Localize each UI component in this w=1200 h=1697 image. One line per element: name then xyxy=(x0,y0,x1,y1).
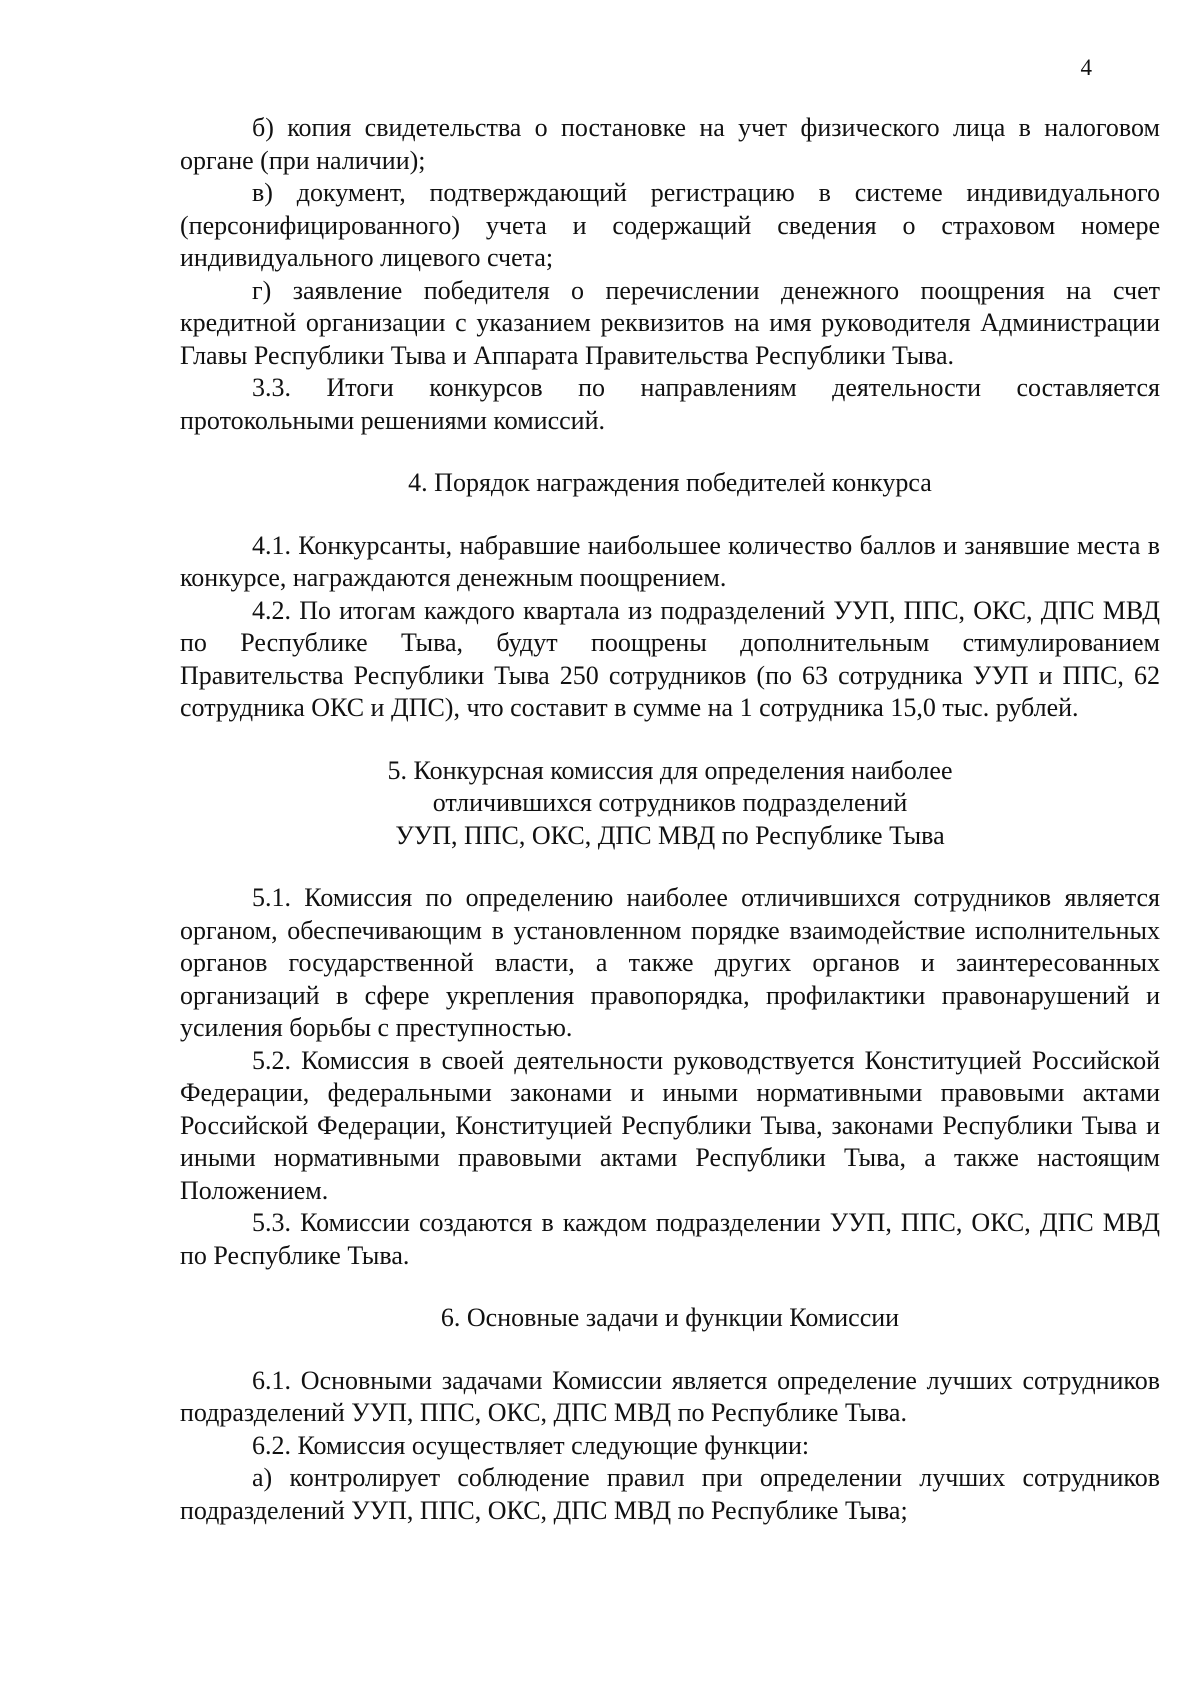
section-heading-5 xyxy=(180,755,1160,853)
section-heading-5-line-3: УУП, ППС, ОКС, ДПС МВД по Республике Тыва xyxy=(395,820,945,850)
paragraph-4-1: 4.1. Конкурсанты, набравшие наибольшее количество баллов и занявшие места в конкурсе, награждаются денежным поощрением. xyxy=(180,530,1160,592)
section-heading-5-line-1: 5. Конкурсная комиссия для определения наиболее xyxy=(387,755,953,785)
paragraph-5-1: 5.1. Комиссия по определению наиболее отличившихся сотрудников является органом, обеспечивающим в установленном порядке взаимодействие исполнительных органов государственной власти, а также других органов и заинтересованных организаций в сфере укрепления правопорядка, профилактики правонарушений и усиления борьбы с преступностью. xyxy=(180,883,1160,1042)
paragraph-6-2-a: а) контролирует соблюдение правил при определении лучших сотрудников подразделений УУП, ППС, ОКС, ДПС МВД по Республике Тыва; xyxy=(180,1463,1160,1525)
section-heading-6-line: 6. Основные задачи и функции Комиссии xyxy=(440,1303,900,1332)
document-body xyxy=(180,112,1160,1527)
paragraph-3-3: 3.3. Итоги конкурсов по направлениям деятельности составляется протокольными решениями комиссий. xyxy=(180,373,1160,435)
section-heading-5-line-2: отличившихся сотрудников подразделений xyxy=(432,788,908,817)
paragraph-3-2-v: в) документ, подтверждающий регистрацию в системе индивидуального (персонифицированного) учета и содержащий сведения о страховом номере индивидуального лицевого счета; xyxy=(180,178,1160,272)
paragraph-3-2-b: б) копия свидетельства о постановке на учет физического лица в налоговом органе (при наличии); xyxy=(180,113,1160,175)
paragraph-5-2: 5.2. Комиссия в своей деятельности руководствуется Конституцией Российской Федерации, федеральными законами и иными нормативными правовыми актами Российской Федерации, Конституцией Республики Тыва, законами Республики Тыва и иными нормативными правовыми актами Республики Тыва, а также настоящим Положением. xyxy=(180,1045,1160,1205)
paragraph-6-2: 6.2. Комиссия осуществляет следующие функции: xyxy=(252,1430,810,1460)
section-heading-6 xyxy=(180,1302,1160,1335)
paragraph-5-3: 5.3. Комиссии создаются в каждом подразделении УУП, ППС, ОКС, ДПС МВД по Республике Тыва. xyxy=(180,1208,1160,1270)
section-heading-4 xyxy=(180,467,1160,500)
section-heading-4-line: 4. Порядок награждения победителей конкурса xyxy=(408,468,932,497)
paragraph-4-2: 4.2. По итогам каждого квартала из подразделений УУП, ППС, ОКС, ДПС МВД по Республике Тыва, будут поощрены дополнительным стимулированием Правительства Республики Тыва 250 сотрудников (по 63 сотрудника УУП и ППС, 62 сотрудника ОКС и ДПС), что составит в сумме на 1 сотрудника 15,0 тыс. рублей. xyxy=(180,595,1160,722)
paragraph-3-2-g: г) заявление победителя о перечислении денежного поощрения на счет кредитной организации с указанием реквизитов на имя руководителя Администрации Главы Республики Тыва и Аппарата Правительства Республики Тыва. xyxy=(180,275,1160,370)
page-number: 4 xyxy=(1080,55,1092,80)
paragraph-6-1: 6.1. Основными задачами Комиссии является определение лучших сотрудников подразделений УУП, ППС, ОКС, ДПС МВД по Республике Тыва. xyxy=(180,1365,1160,1427)
